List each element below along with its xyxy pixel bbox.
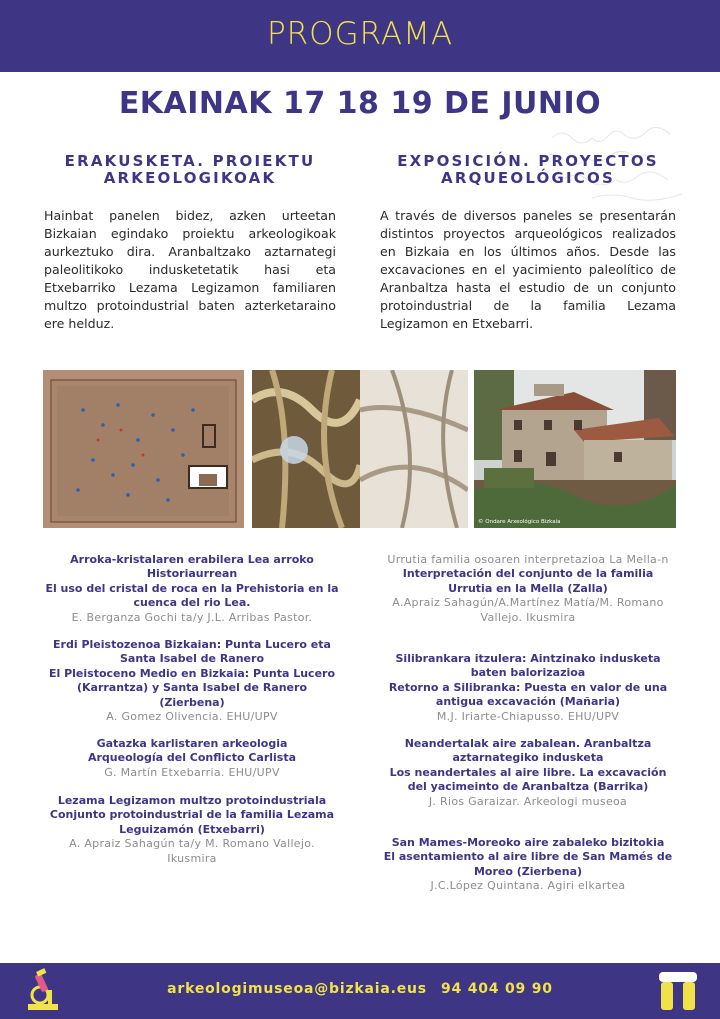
talk-author: A. Gomez Olivencia. EHU/UPV (106, 710, 278, 724)
contact-line (0, 981, 720, 997)
talk-title-eu: Urrutia familia osoaren interpretazioa La Mella-n (387, 553, 669, 566)
talk-item (380, 553, 676, 625)
talk-item (380, 836, 676, 894)
talk-item (380, 652, 676, 724)
exhibition-title-es: EXPOSICIÓN. PROYECTOS ARQUEOLÓGICOS (397, 152, 659, 187)
talk-item (44, 553, 340, 625)
exhibition-title-eu: ERAKUSKETA. PROIEKTU ARKEOLOGIKOAK (64, 152, 316, 187)
talk-author: A.Apraiz Sahagún/A.Martínez Matía/M. Romano Vallejo. Ikusmira (392, 596, 664, 624)
talk-title-eu: Arroka-kristalaren erabilera Lea arroko Historiaurrean (70, 553, 314, 581)
talk-title-es: Los neandertales al aire libre. La excavación del yacimeinto de Aranbaltza (Barrika) (389, 765, 667, 794)
talk-title-es: Retorno a Silibranka: Puesta en valor de una antigua excavación (Mañaria) (388, 680, 668, 709)
phone-number[interactable]: 94 404 09 90 (440, 981, 553, 997)
talk-item (380, 737, 676, 809)
email-link[interactable]: arkeologimuseoa@bizkaia.eus (167, 981, 427, 997)
artifact-photo-collage (252, 370, 468, 528)
talk-title-es: Conjunto protoindustrial de la familia Lezama Leguizamón (Etxebarri) (49, 808, 335, 836)
talk-author: J.C.López Quintana. Agiri elkartea (430, 879, 626, 893)
talk-title-eu: Silibrankara itzulera: Aintzinako indusketa baten balorizazioa (395, 652, 661, 680)
talk-title-es: El uso del cristal de roca en la Prehistoria en la cuenca del rio Lea. (45, 581, 339, 610)
talk-title-eu: Erdi Pleistozenoa Bizkaian: Punta Lucero eta Santa Isabel de Ranero (53, 638, 331, 666)
talk-title-eu: Gatazka karlistaren arkeologia (96, 737, 288, 750)
talk-author: A. Apraiz Sahagún ta/y M. Romano Vallejo. Ikusmira (69, 837, 315, 865)
tower-house-photo (474, 370, 676, 528)
talk-title-es: Interpretación del conjunto de la familia Urrutia en la Mella (Zalla) (402, 567, 654, 595)
date-heading: EKAINAK 17 18 19 DE JUNIO (118, 86, 602, 121)
photo-credit: © Ondare Arxeológico Bizkaia (478, 519, 561, 525)
talk-item (44, 737, 340, 780)
talk-author: J. Rios Garaizar. Arkeologi museoa (428, 794, 628, 808)
dolmen-logo-icon (655, 966, 701, 1014)
talk-author: M.J. Iriarte-Chiapusso. EHU/UPV (436, 709, 620, 723)
talk-author: E. Berganza Gochi ta/y J.L. Arribas Pastor. (71, 610, 313, 624)
talk-title-eu: Neandertalak aire zabalean. Aranbaltza aztarnategiko indusketa (404, 737, 652, 765)
talk-author: G. Martín Etxebarria. EHU/UPV (104, 765, 280, 779)
talk-item (44, 794, 340, 866)
talk-title-es: Arqueología del Conflicto Carlista (87, 751, 297, 765)
exhibition-text-eu: Hainbat panelen bidez, azken urteetan Bizkaian egindako proiektu arkeologikoak aurkeztuko dira. Aranbaltzako aztarnategi paleolitikoko indusketetatik hasi eta Etxebarriko Lezama Legizamon familiaren multzo protoindustrial baten azterketaraino ere helduz. (44, 208, 336, 331)
talk-item (44, 638, 340, 724)
talk-title-eu: Lezama Legizamon multzo protoindustriala (57, 794, 327, 807)
page-title: PROGRAMA (266, 16, 454, 52)
talk-title-es: El asentamiento al aire libre de San Mamés de Moreo (Zierbena) (383, 850, 673, 878)
exhibition-text-es: A través de diversos paneles se presentarán distintos proyectos arqueológicos realizados en Bizkaia en los últimos años. Desde las excavaciones en el yacimiento paleolítico de Aranbaltza hasta el estudio de un conjunto protoindustrial de la familia Lezama Legizamon en Etxebarri. (380, 208, 676, 331)
talk-title-eu: San Mames-Moreoko aire zabaleko bizitokia (391, 836, 665, 849)
excavation-aerial-photo (43, 370, 244, 528)
talk-title-es: El Pleistoceno Medio en Bizkaia: Punta Lucero (Karrantza) y Santa Isabel de Ranero (Zierbena) (48, 666, 336, 709)
